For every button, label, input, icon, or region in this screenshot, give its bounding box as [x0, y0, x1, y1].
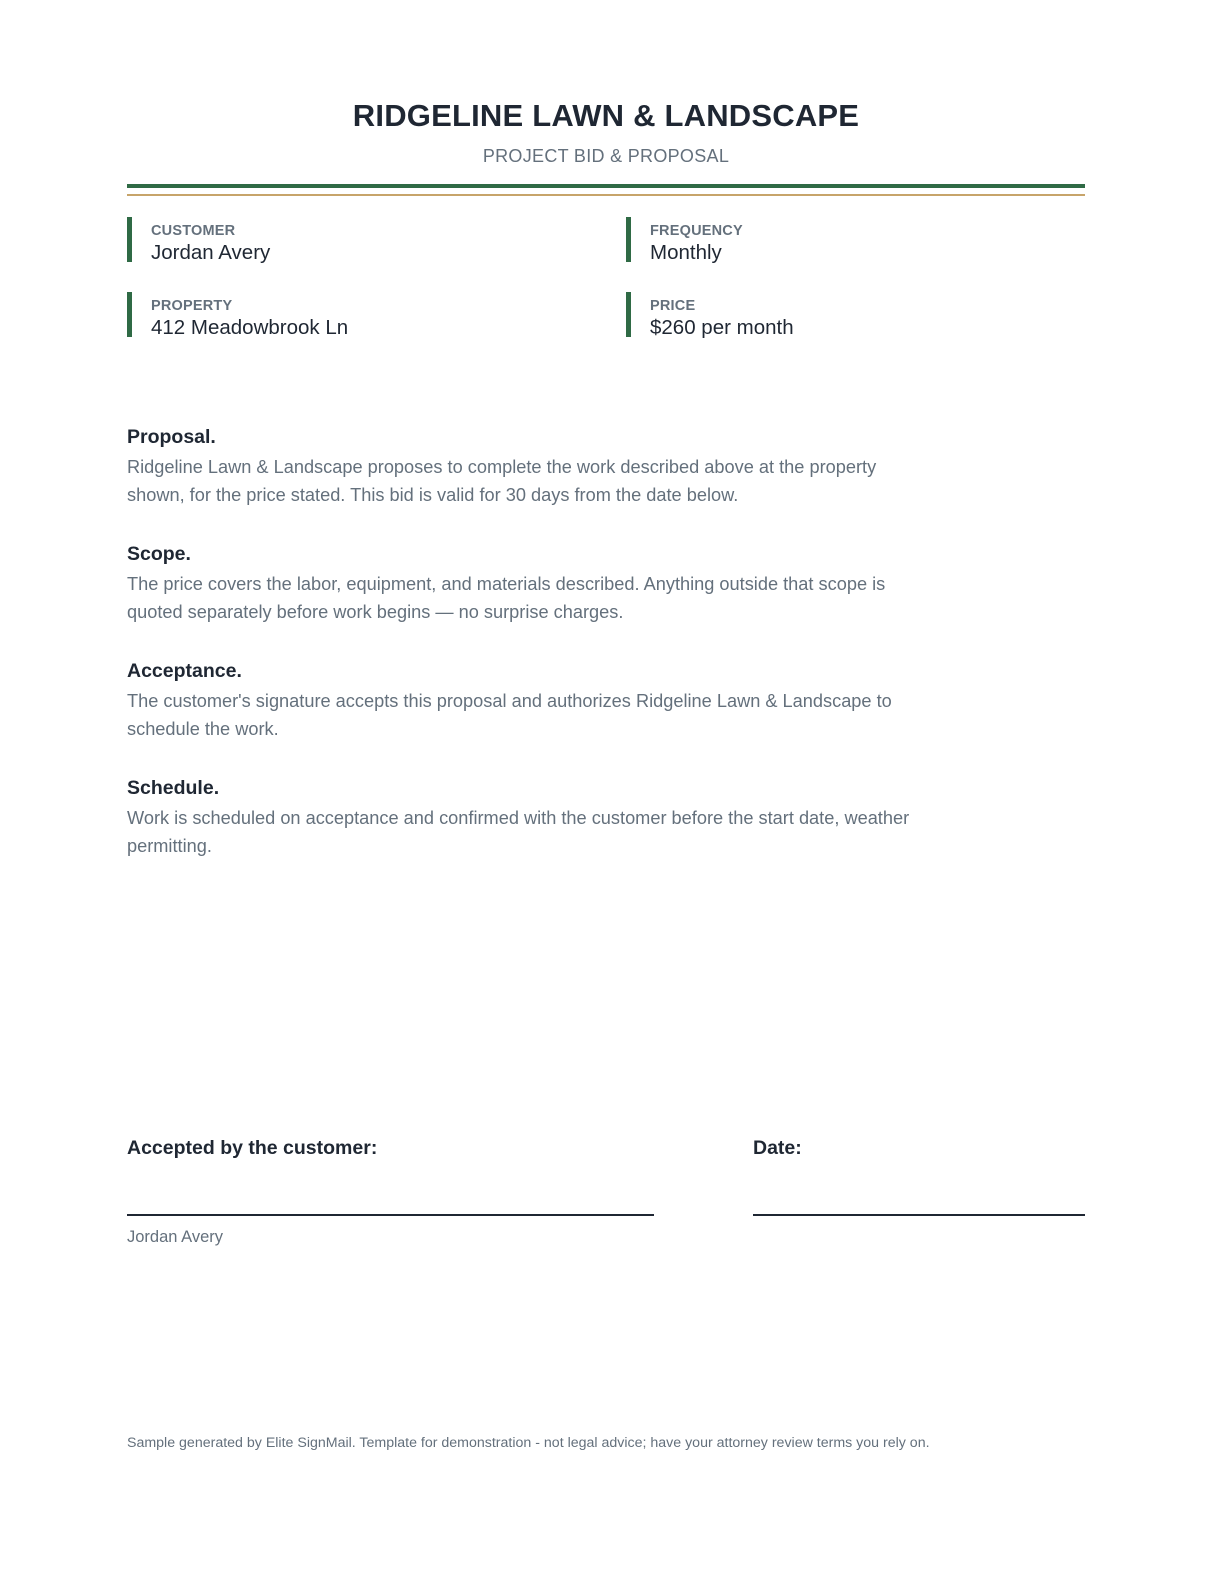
header-divider-green — [127, 184, 1085, 188]
customer-signature-line[interactable] — [127, 1214, 654, 1216]
signer-name: Jordan Avery — [127, 1228, 224, 1246]
schedule-text: Work is scheduled on acceptance and confirmed with the customer before the start date, weather permitting. — [127, 808, 910, 856]
price-field — [626, 292, 1046, 337]
scope-section — [127, 543, 927, 626]
scope-heading: Scope. — [127, 543, 191, 565]
company-name: RIDGELINE LAWN & LANDSCAPE — [352, 98, 860, 133]
price-label: PRICE — [650, 298, 696, 314]
date-label: Date: — [753, 1137, 802, 1159]
document-type: PROJECT BID & PROPOSAL — [482, 146, 730, 166]
date-signature-line[interactable] — [753, 1214, 1085, 1216]
customer-label: CUSTOMER — [151, 223, 236, 239]
price-value: $260 per month — [650, 316, 794, 339]
proposal-document — [127, 0, 1085, 1584]
header-divider-gold — [127, 194, 1085, 196]
frequency-value: Monthly — [650, 241, 722, 264]
customer-value: Jordan Avery — [151, 241, 271, 264]
property-value: 412 Meadowbrook Ln — [151, 316, 349, 339]
frequency-field — [626, 217, 1046, 262]
proposal-section — [127, 426, 927, 509]
acceptance-heading: Acceptance. — [127, 660, 242, 682]
acceptance-section — [127, 660, 927, 743]
footer-disclaimer: Sample generated by Elite SignMail. Template for demonstration - not legal advice; have your attorney review terms you rely on. — [127, 1435, 930, 1451]
frequency-label: FREQUENCY — [650, 223, 743, 239]
accepted-by-label: Accepted by the customer: — [127, 1137, 378, 1159]
scope-text: The price covers the labor, equipment, and materials described. Anything outside that scope is quoted separately before work begins — no surprise charges. — [127, 574, 886, 622]
property-field — [127, 292, 547, 337]
property-label: PROPERTY — [151, 298, 233, 314]
proposal-text: Ridgeline Lawn & Landscape proposes to complete the work described above at the property shown, for the price stated. This bid is valid for 30 days from the date below. — [127, 457, 877, 505]
schedule-heading: Schedule. — [127, 777, 220, 799]
proposal-heading: Proposal. — [127, 426, 216, 448]
customer-field — [127, 217, 547, 262]
schedule-section — [127, 777, 927, 860]
acceptance-text: The customer's signature accepts this proposal and authorizes Ridgeline Lawn & Landscape to schedule the work. — [127, 691, 892, 739]
